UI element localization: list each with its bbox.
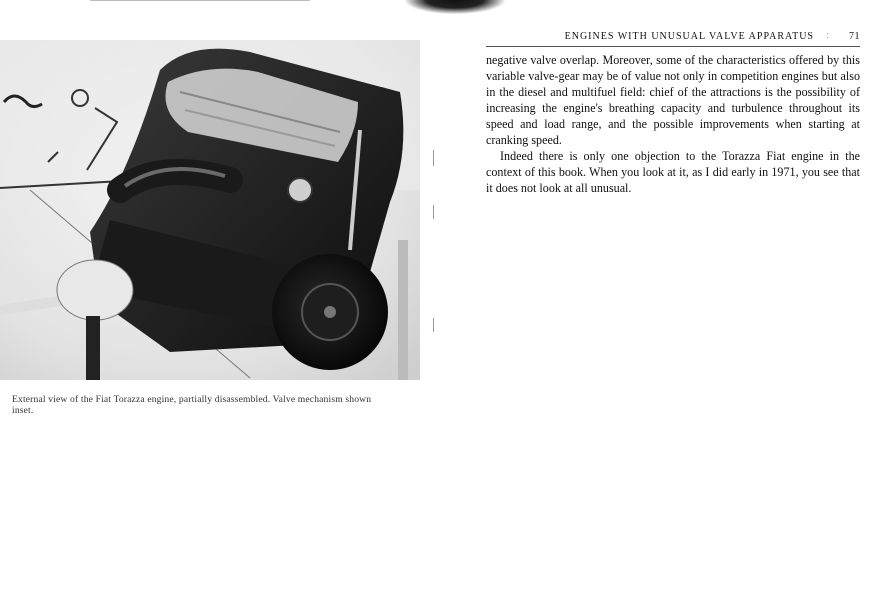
running-head-rule [486, 46, 860, 47]
binding-shadow [405, 0, 505, 14]
figure-caption: External view of the Fiat Torazza engine, partially disassembled. Valve mechanism shown inset. [12, 394, 372, 416]
gutter-mark [433, 150, 434, 166]
engine-photo [0, 40, 420, 380]
running-head [484, 31, 860, 44]
paragraph: Indeed there is only one objection to the Torazza Fiat engine in the context of this book. When you look at it, as I did early in 1971, you see that it does not look at all unusual. [486, 149, 860, 195]
gutter-mark [433, 205, 434, 219]
paragraph: negative valve overlap. Moreover, some of the characteristics offered by this variable valve-gear may be of value not only in competition engines but also in the diesel and multifuel field: chief of the attractions is the possibility of increasing the engine's breathing capacity and turbulence throughout its speed and load range, and the possible improvements when starting at cranking speed. [486, 53, 860, 147]
page-edge-line [90, 0, 310, 1]
running-head-separator: : [826, 30, 830, 41]
gutter-mark [433, 318, 434, 332]
page-number: 71 [849, 31, 860, 42]
body-text [486, 52, 860, 196]
running-head-title: ENGINES WITH UNUSUAL VALVE APPARATUS [564, 31, 814, 42]
